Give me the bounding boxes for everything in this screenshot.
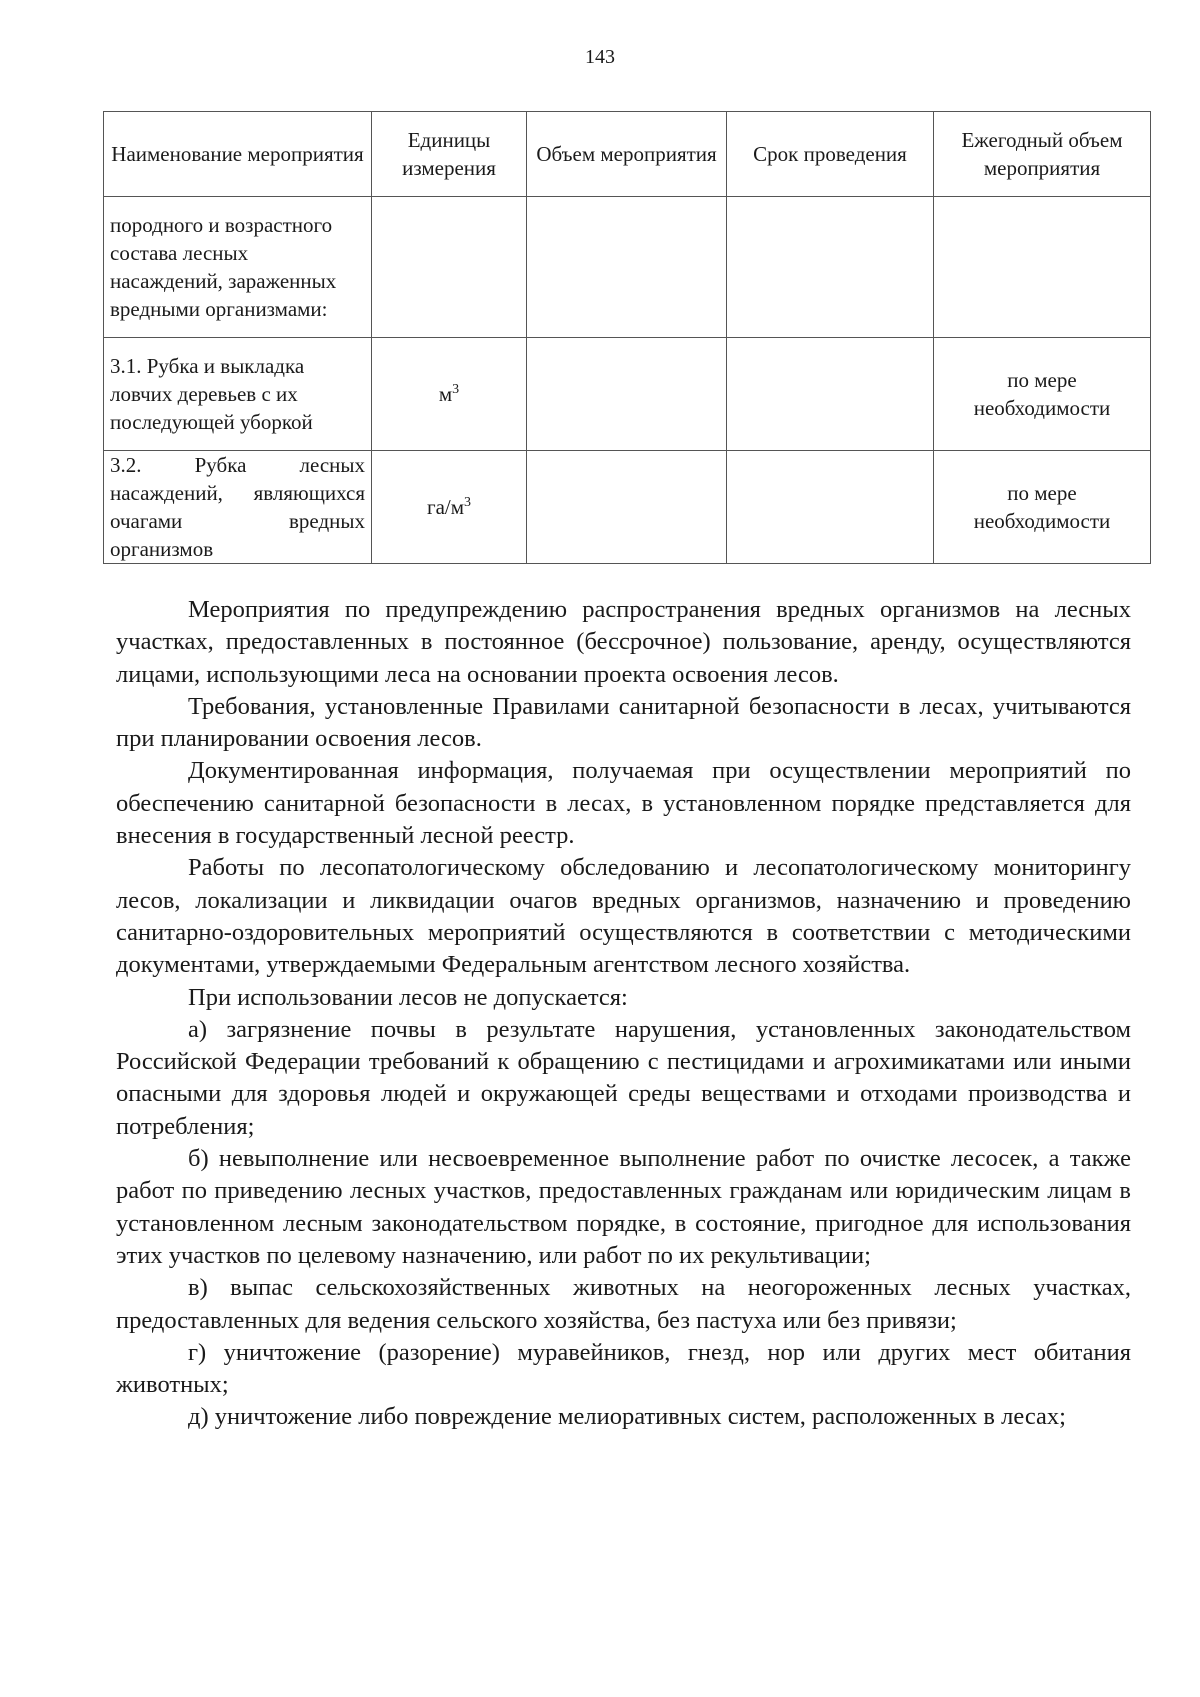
paragraph: а) загрязнение почвы в результате нарушения, установленных законодательством Российской Федерации требований к обращению с пестицидами и агрохимикатами или иными опасными для здоровья людей и окружающей среды веществами и отходами производства и потребления; xyxy=(116,1015,1131,1140)
measures-table xyxy=(103,111,1151,564)
row-annual: по мере необходимости xyxy=(934,451,1151,564)
paragraph: б) невыполнение или несвоевременное выполнение работ по очистке лесосек, а также работ по приведению лесных участков, предоставленных гражданам или юридическим лицам в установленном лесным законодательством порядке, в состояние, пригодное для использования этих участков по целевому назначению, или работ по их рекультивации; xyxy=(116,1145,1131,1269)
paragraph: в) выпас сельскохозяйственных животных на неогороженных лесных участках, предоставленных для ведения сельского хозяйства, без пастуха или без привязи; xyxy=(116,1274,1131,1334)
row-name: породного и возрастного состава лесных насаждений, зараженных вредными организмами: xyxy=(104,197,372,338)
paragraph: Мероприятия по предупреждению распространения вредных организмов на лесных участках, предоставленных в постоянное (бессрочное) пользование, аренду, осуществляются лицами, использующими леса на основании проекта освоения лесов. xyxy=(116,596,1131,688)
row-unit xyxy=(372,338,527,451)
unit-sup: 3 xyxy=(464,495,472,510)
page-number: 143 xyxy=(585,46,615,68)
row-name: 3.2. Рубка лесных насаждений, являющихся очагами вредных организмов xyxy=(104,451,372,564)
table-row xyxy=(104,338,1151,451)
row-unit xyxy=(372,197,527,338)
paragraph: г) уничтожение (разорение) муравейников, гнезд, нор или других мест обитания животных; xyxy=(116,1338,1131,1399)
row-term xyxy=(727,197,934,338)
row-volume xyxy=(527,338,727,451)
paragraph: Требования, установленные Правилами санитарной безопасности в лесах, учитываются при планировании освоения лесов. xyxy=(116,692,1131,753)
paragraph: При использовании лесов не допускается: xyxy=(188,983,628,1011)
header-name: Наименование мероприятия xyxy=(104,112,372,197)
paragraph: Работы по лесопатологическому обследованию и лесопатологическому мониторингу лесов, локализации и ликвидации очагов вредных организмов, назначению и проведению санитарно-оздоровительных мероприятий осуществляются в соответствии с методическими документами, утверждаемыми Федеральным агентством лесного хозяйства. xyxy=(116,854,1131,979)
row-volume xyxy=(527,451,727,564)
unit-sup: 3 xyxy=(452,382,460,397)
row-name: 3.1. Рубка и выкладка ловчих деревьев с их последующей уборкой xyxy=(104,338,372,451)
header-term: Срок проведения xyxy=(727,112,934,197)
table-row xyxy=(104,451,1151,564)
row-term xyxy=(727,451,934,564)
table-header-row xyxy=(104,112,1151,197)
row-annual xyxy=(934,197,1151,338)
row-term xyxy=(727,338,934,451)
row-volume xyxy=(527,197,727,338)
unit-base: га/м xyxy=(426,495,465,519)
header-volume: Объем мероприятия xyxy=(527,112,727,197)
row-unit xyxy=(372,451,527,564)
row-annual: по мере необходимости xyxy=(934,338,1151,451)
header-annual: Ежегодный объем мероприятия xyxy=(934,112,1151,197)
table-row xyxy=(104,197,1151,338)
body-text xyxy=(116,594,1131,1434)
paragraph: д) уничтожение либо повреждение мелиоративных систем, расположенных в лесах; xyxy=(188,1403,1066,1431)
unit-base: м xyxy=(438,382,453,406)
header-unit: Единицы измерения xyxy=(372,112,527,197)
paragraph: Документированная информация, получаемая при осуществлении мероприятий по обеспечению санитарной безопасности в лесах, в установленном порядке представляется для внесения в государственный лесной реестр. xyxy=(116,757,1131,850)
